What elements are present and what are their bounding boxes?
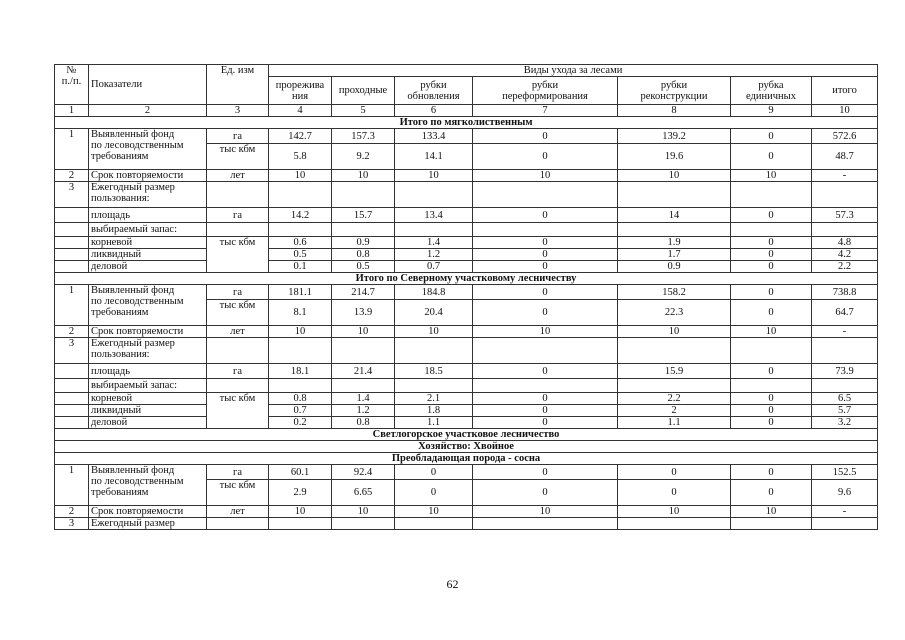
unit-cell: лет — [207, 326, 269, 338]
forest-care-table — [54, 64, 878, 530]
page-number: 62 — [446, 577, 459, 591]
empty-cell — [395, 338, 473, 364]
indicator-label: Ежегодный размер пользования: — [89, 338, 207, 364]
value-cell: 0.9 — [332, 237, 395, 249]
value-cell: 0.6 — [269, 237, 332, 249]
empty-cell — [207, 182, 269, 208]
header-col: рубки обновления — [395, 77, 473, 105]
section-heading-row — [55, 453, 878, 465]
unit-cell: га — [207, 208, 269, 223]
value-cell: 18.1 — [269, 364, 332, 379]
value-cell: 2 — [618, 405, 731, 417]
value-cell: 158.2 — [618, 285, 731, 300]
value-cell: 2.2 — [812, 261, 878, 273]
value-cell: 10 — [473, 170, 618, 182]
value-cell: 0 — [473, 285, 618, 300]
value-cell: 10 — [395, 506, 473, 518]
empty-cell — [55, 249, 89, 261]
header-col: рубка единичных — [731, 77, 812, 105]
value-cell: 0 — [618, 480, 731, 506]
value-cell: 0 — [731, 261, 812, 273]
empty-cell — [395, 379, 473, 393]
header-number: № п./п. — [55, 65, 89, 105]
empty-cell — [207, 379, 269, 393]
value-cell: 0 — [395, 465, 473, 480]
value-cell: 10 — [473, 326, 618, 338]
value-cell: 18.5 — [395, 364, 473, 379]
value-cell: 1.2 — [395, 249, 473, 261]
empty-cell — [332, 182, 395, 208]
value-cell: 1.7 — [618, 249, 731, 261]
indicator-label: Срок повторяемости — [89, 506, 207, 518]
row-number: 2 — [55, 326, 89, 338]
value-cell: 22.3 — [618, 300, 731, 326]
value-cell: 10 — [332, 506, 395, 518]
value-cell: 0.7 — [269, 405, 332, 417]
value-cell: - — [812, 506, 878, 518]
value-cell: 133.4 — [395, 129, 473, 144]
value-cell: 142.7 — [269, 129, 332, 144]
value-cell: 0.2 — [269, 417, 332, 429]
empty-cell — [731, 182, 812, 208]
indicator-label: Ежегодный размер — [89, 518, 207, 530]
row-number: 1 — [55, 465, 89, 506]
indicator-label: Выявленный фонд по лесоводственным требованиям — [89, 285, 207, 326]
section-heading: Итого по Северному участковому лесничеству — [55, 273, 878, 285]
value-cell: 1.8 — [395, 405, 473, 417]
value-cell: 0 — [473, 417, 618, 429]
value-cell: 10 — [269, 170, 332, 182]
indicator-label: Срок повторяемости — [89, 326, 207, 338]
value-cell: 10 — [395, 326, 473, 338]
value-cell: 0 — [731, 249, 812, 261]
row-number: 2 — [55, 506, 89, 518]
empty-cell — [473, 223, 618, 237]
value-cell: 6.5 — [812, 393, 878, 405]
row-number: 3 — [55, 518, 89, 530]
value-cell: 10 — [332, 326, 395, 338]
table-row — [55, 285, 878, 300]
header-row — [55, 65, 878, 77]
empty-cell — [473, 338, 618, 364]
value-cell: - — [812, 170, 878, 182]
value-cell: 10 — [731, 506, 812, 518]
value-cell: 1.2 — [332, 405, 395, 417]
header-col: прорежива ния — [269, 77, 332, 105]
unit-cell: тыс кбм — [207, 480, 269, 506]
value-cell: 181.1 — [269, 285, 332, 300]
value-cell: 0 — [473, 144, 618, 170]
value-cell: 9.2 — [332, 144, 395, 170]
value-cell: 1.4 — [332, 393, 395, 405]
value-cell: 4.2 — [812, 249, 878, 261]
unit-cell: га — [207, 465, 269, 480]
value-cell: 0 — [731, 300, 812, 326]
value-cell: 152.5 — [812, 465, 878, 480]
value-cell: 0 — [473, 405, 618, 417]
empty-cell — [55, 261, 89, 273]
indicator-label: корневой — [89, 393, 207, 405]
table-row — [55, 338, 878, 364]
value-cell: 0 — [731, 208, 812, 223]
empty-cell — [731, 518, 812, 530]
empty-cell — [473, 379, 618, 393]
header-indicators: Показатели — [89, 65, 207, 105]
value-cell: 5.8 — [269, 144, 332, 170]
indicator-label: деловой — [89, 417, 207, 429]
value-cell: 57.3 — [812, 208, 878, 223]
value-cell: 0.7 — [395, 261, 473, 273]
table-row — [55, 417, 878, 429]
value-cell: 0 — [473, 261, 618, 273]
empty-cell — [332, 518, 395, 530]
value-cell: 0 — [473, 249, 618, 261]
value-cell: 10 — [618, 506, 731, 518]
table-row — [55, 129, 878, 144]
empty-cell — [812, 338, 878, 364]
value-cell: 0 — [731, 364, 812, 379]
indicator-label: выбираемый запас: — [89, 223, 207, 237]
unit-cell: га — [207, 285, 269, 300]
empty-cell — [731, 379, 812, 393]
value-cell: 13.4 — [395, 208, 473, 223]
section-heading: Хозяйство: Хвойное — [55, 441, 878, 453]
section-heading-row — [55, 273, 878, 285]
header-col: рубки переформирования — [473, 77, 618, 105]
column-number: 8 — [618, 105, 731, 117]
table-row — [55, 223, 878, 237]
value-cell: 9.6 — [812, 480, 878, 506]
table-row — [55, 393, 878, 405]
header-unit: Ед. изм — [207, 65, 269, 105]
value-cell: 5.7 — [812, 405, 878, 417]
table-row — [55, 518, 878, 530]
value-cell: 10 — [269, 326, 332, 338]
unit-cell: лет — [207, 506, 269, 518]
value-cell: 1.9 — [618, 237, 731, 249]
indicator-label: деловой — [89, 261, 207, 273]
value-cell: 0 — [473, 480, 618, 506]
value-cell: 15.7 — [332, 208, 395, 223]
value-cell: 4.8 — [812, 237, 878, 249]
column-number: 3 — [207, 105, 269, 117]
value-cell: 572.6 — [812, 129, 878, 144]
value-cell: 0 — [731, 405, 812, 417]
empty-cell — [269, 338, 332, 364]
header-col: рубки реконструкции — [618, 77, 731, 105]
value-cell: 20.4 — [395, 300, 473, 326]
value-cell: 10 — [395, 170, 473, 182]
value-cell: 0 — [731, 480, 812, 506]
column-number: 9 — [731, 105, 812, 117]
value-cell: 10 — [731, 170, 812, 182]
value-cell: 0 — [473, 237, 618, 249]
section-heading-row — [55, 429, 878, 441]
value-cell: 139.2 — [618, 129, 731, 144]
section-heading: Итого по мягколиственным — [55, 117, 878, 129]
value-cell: 10 — [618, 170, 731, 182]
unit-cell: тыс кбм — [207, 393, 269, 429]
section-heading-row — [55, 441, 878, 453]
value-cell: 92.4 — [332, 465, 395, 480]
empty-cell — [618, 182, 731, 208]
indicator-label: Выявленный фонд по лесоводственным требованиям — [89, 129, 207, 170]
table-row — [55, 405, 878, 417]
indicator-label: ликвидный — [89, 405, 207, 417]
empty-cell — [269, 182, 332, 208]
column-number: 7 — [473, 105, 618, 117]
table-row — [55, 465, 878, 480]
empty-cell — [618, 379, 731, 393]
empty-cell — [395, 518, 473, 530]
value-cell: 3.2 — [812, 417, 878, 429]
value-cell: 64.7 — [812, 300, 878, 326]
value-cell: 1.4 — [395, 237, 473, 249]
value-cell: 14 — [618, 208, 731, 223]
empty-cell — [473, 182, 618, 208]
value-cell: 21.4 — [332, 364, 395, 379]
table-row — [55, 261, 878, 273]
indicator-label: Ежегодный размер пользования: — [89, 182, 207, 208]
value-cell: 0 — [473, 300, 618, 326]
table-row — [55, 506, 878, 518]
value-cell: 14.1 — [395, 144, 473, 170]
column-number: 1 — [55, 105, 89, 117]
header-col: итого — [812, 77, 878, 105]
row-number: 2 — [55, 170, 89, 182]
table-row — [55, 182, 878, 208]
value-cell: 0 — [731, 237, 812, 249]
value-cell: 0 — [618, 465, 731, 480]
value-cell: 0 — [473, 465, 618, 480]
empty-cell — [618, 338, 731, 364]
empty-cell — [395, 223, 473, 237]
empty-cell — [812, 379, 878, 393]
value-cell: 60.1 — [269, 465, 332, 480]
value-cell: 10 — [731, 326, 812, 338]
section-heading: Преобладающая порода - сосна — [55, 453, 878, 465]
section-heading-row — [55, 117, 878, 129]
value-cell: 0.8 — [332, 417, 395, 429]
value-cell: 0.9 — [618, 261, 731, 273]
column-number-row — [55, 105, 878, 117]
value-cell: 214.7 — [332, 285, 395, 300]
indicator-label: ликвидный — [89, 249, 207, 261]
unit-cell: тыс кбм — [207, 237, 269, 273]
value-cell: 73.9 — [812, 364, 878, 379]
empty-cell — [269, 379, 332, 393]
empty-cell — [207, 518, 269, 530]
value-cell: 0 — [731, 285, 812, 300]
value-cell: 0.5 — [269, 249, 332, 261]
empty-cell — [812, 223, 878, 237]
value-cell: 48.7 — [812, 144, 878, 170]
empty-cell — [207, 223, 269, 237]
value-cell: 15.9 — [618, 364, 731, 379]
unit-cell: тыс кбм — [207, 144, 269, 170]
value-cell: 0 — [731, 393, 812, 405]
empty-cell — [731, 223, 812, 237]
empty-cell — [55, 379, 89, 393]
value-cell: 1.1 — [395, 417, 473, 429]
unit-cell: га — [207, 364, 269, 379]
value-cell: 2.1 — [395, 393, 473, 405]
row-number: 3 — [55, 182, 89, 208]
value-cell: 0 — [473, 364, 618, 379]
value-cell: 0.8 — [269, 393, 332, 405]
empty-cell — [473, 518, 618, 530]
value-cell: 8.1 — [269, 300, 332, 326]
table-row — [55, 326, 878, 338]
header-group: Виды ухода за лесами — [269, 65, 878, 77]
table-row — [55, 208, 878, 223]
value-cell: 0 — [731, 417, 812, 429]
value-cell: - — [812, 326, 878, 338]
empty-cell — [55, 237, 89, 249]
value-cell: 0 — [473, 393, 618, 405]
header-col: проходные — [332, 77, 395, 105]
value-cell: 13.9 — [332, 300, 395, 326]
value-cell: 10 — [473, 506, 618, 518]
indicator-label: Срок повторяемости — [89, 170, 207, 182]
empty-cell — [812, 518, 878, 530]
empty-cell — [269, 223, 332, 237]
row-number: 1 — [55, 285, 89, 326]
empty-cell — [731, 338, 812, 364]
value-cell: 6.65 — [332, 480, 395, 506]
indicator-label: выбираемый запас: — [89, 379, 207, 393]
empty-cell — [332, 379, 395, 393]
table-row — [55, 237, 878, 249]
empty-cell — [332, 223, 395, 237]
value-cell: 0.1 — [269, 261, 332, 273]
empty-cell — [55, 223, 89, 237]
value-cell: 2.9 — [269, 480, 332, 506]
empty-cell — [812, 182, 878, 208]
empty-cell — [269, 518, 332, 530]
value-cell: 0 — [473, 208, 618, 223]
table-row — [55, 249, 878, 261]
row-number: 1 — [55, 129, 89, 170]
value-cell: 0 — [731, 144, 812, 170]
column-number: 10 — [812, 105, 878, 117]
row-number: 3 — [55, 338, 89, 364]
indicator-label: Выявленный фонд по лесоводственным требованиям — [89, 465, 207, 506]
column-number: 4 — [269, 105, 332, 117]
value-cell: 0 — [731, 465, 812, 480]
table-row — [55, 379, 878, 393]
empty-cell — [618, 223, 731, 237]
empty-cell — [55, 208, 89, 223]
value-cell: 0 — [731, 129, 812, 144]
table-row — [55, 364, 878, 379]
value-cell: 0.8 — [332, 249, 395, 261]
value-cell: 738.8 — [812, 285, 878, 300]
unit-cell: тыс кбм — [207, 300, 269, 326]
unit-cell: га — [207, 129, 269, 144]
empty-cell — [332, 338, 395, 364]
column-number: 2 — [89, 105, 207, 117]
empty-cell — [55, 417, 89, 429]
indicator-label: площадь — [89, 208, 207, 223]
value-cell: 0 — [473, 129, 618, 144]
indicator-label: корневой — [89, 237, 207, 249]
empty-cell — [618, 518, 731, 530]
empty-cell — [55, 393, 89, 405]
empty-cell — [395, 182, 473, 208]
value-cell: 10 — [269, 506, 332, 518]
value-cell: 1.1 — [618, 417, 731, 429]
section-heading: Светлогорское участковое лесничество — [55, 429, 878, 441]
value-cell: 14.2 — [269, 208, 332, 223]
value-cell: 157.3 — [332, 129, 395, 144]
value-cell: 19.6 — [618, 144, 731, 170]
value-cell: 10 — [618, 326, 731, 338]
value-cell: 2.2 — [618, 393, 731, 405]
value-cell: 184.8 — [395, 285, 473, 300]
empty-cell — [55, 364, 89, 379]
value-cell: 0.5 — [332, 261, 395, 273]
empty-cell — [207, 338, 269, 364]
unit-cell: лет — [207, 170, 269, 182]
value-cell: 0 — [395, 480, 473, 506]
indicator-label: площадь — [89, 364, 207, 379]
table-row — [55, 170, 878, 182]
column-number: 5 — [332, 105, 395, 117]
empty-cell — [55, 405, 89, 417]
value-cell: 10 — [332, 170, 395, 182]
column-number: 6 — [395, 105, 473, 117]
